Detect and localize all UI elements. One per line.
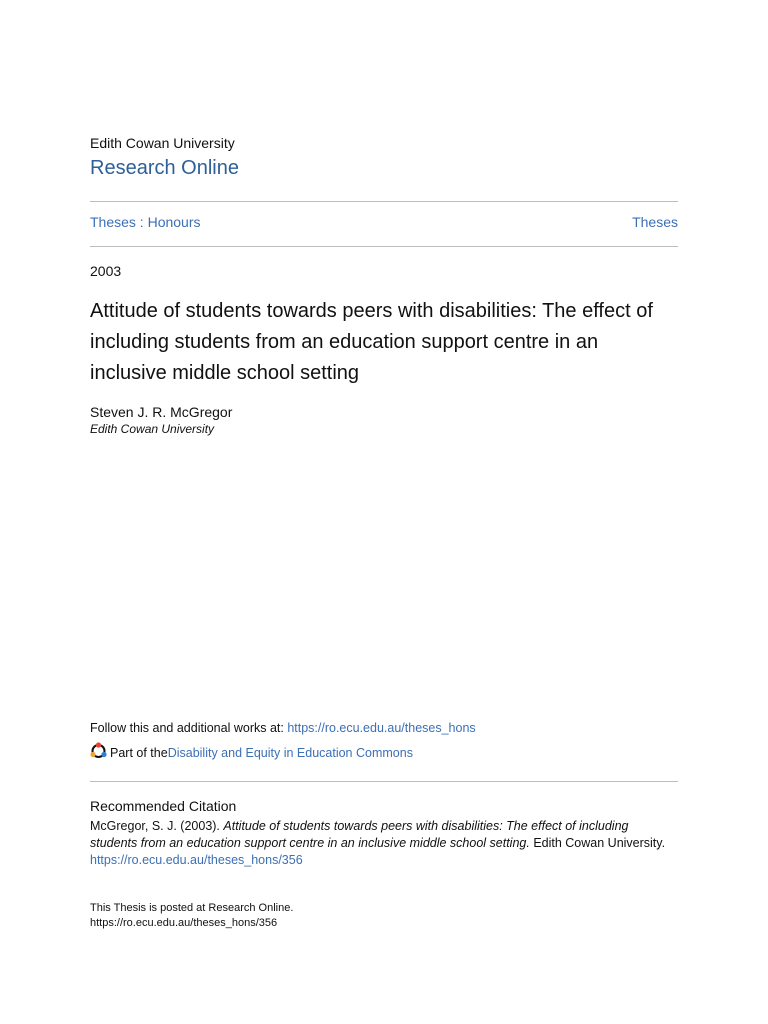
series-link-honours[interactable]: Theses : Honours: [90, 214, 201, 230]
citation-suffix: Edith Cowan University.: [529, 836, 666, 850]
follow-url-link[interactable]: https://ro.ecu.edu.au/theses_hons: [287, 721, 476, 735]
posted-text: This Thesis is posted at Research Online.: [90, 902, 294, 914]
institution-name: Edith Cowan University: [90, 135, 235, 151]
divider-nav: [90, 246, 678, 247]
commons-link[interactable]: Disability and Equity in Education Commons: [167, 745, 413, 760]
part-of-line: [90, 744, 413, 761]
posted-notice: [90, 901, 293, 931]
follow-line: [90, 721, 476, 735]
series-link-theses[interactable]: Theses: [632, 214, 678, 230]
author-name: Steven J. R. McGregor: [90, 404, 233, 420]
citation-prefix: McGregor, S. J. (2003).: [90, 819, 224, 833]
citation-title: Attitude of students towards peers with disabilities: The effect of including students from an education support centre in an inclusive middle school setting.: [90, 819, 629, 850]
posted-url: https://ro.ecu.edu.au/theses_hons/356: [90, 917, 278, 929]
follow-prefix: Follow this and additional works at:: [90, 721, 288, 735]
citation-text: [90, 818, 678, 869]
document-title: Attitude of students towards peers with disabilities: The effect of including students from an education support centre in an inclusive middle school setting: [90, 300, 653, 384]
cover-page: [90, 0, 678, 1024]
commons-network-icon: [90, 742, 107, 759]
divider-citation: [90, 781, 678, 782]
divider-top: [90, 201, 678, 202]
author-affiliation: Edith Cowan University: [90, 422, 215, 436]
publication-year: 2003: [90, 263, 122, 279]
citation-heading: Recommended Citation: [90, 798, 237, 814]
repository-link[interactable]: Research Online: [90, 157, 239, 179]
citation-url-link[interactable]: https://ro.ecu.edu.au/theses_hons/356: [90, 853, 303, 867]
part-of-prefix: Part of the: [110, 745, 168, 760]
